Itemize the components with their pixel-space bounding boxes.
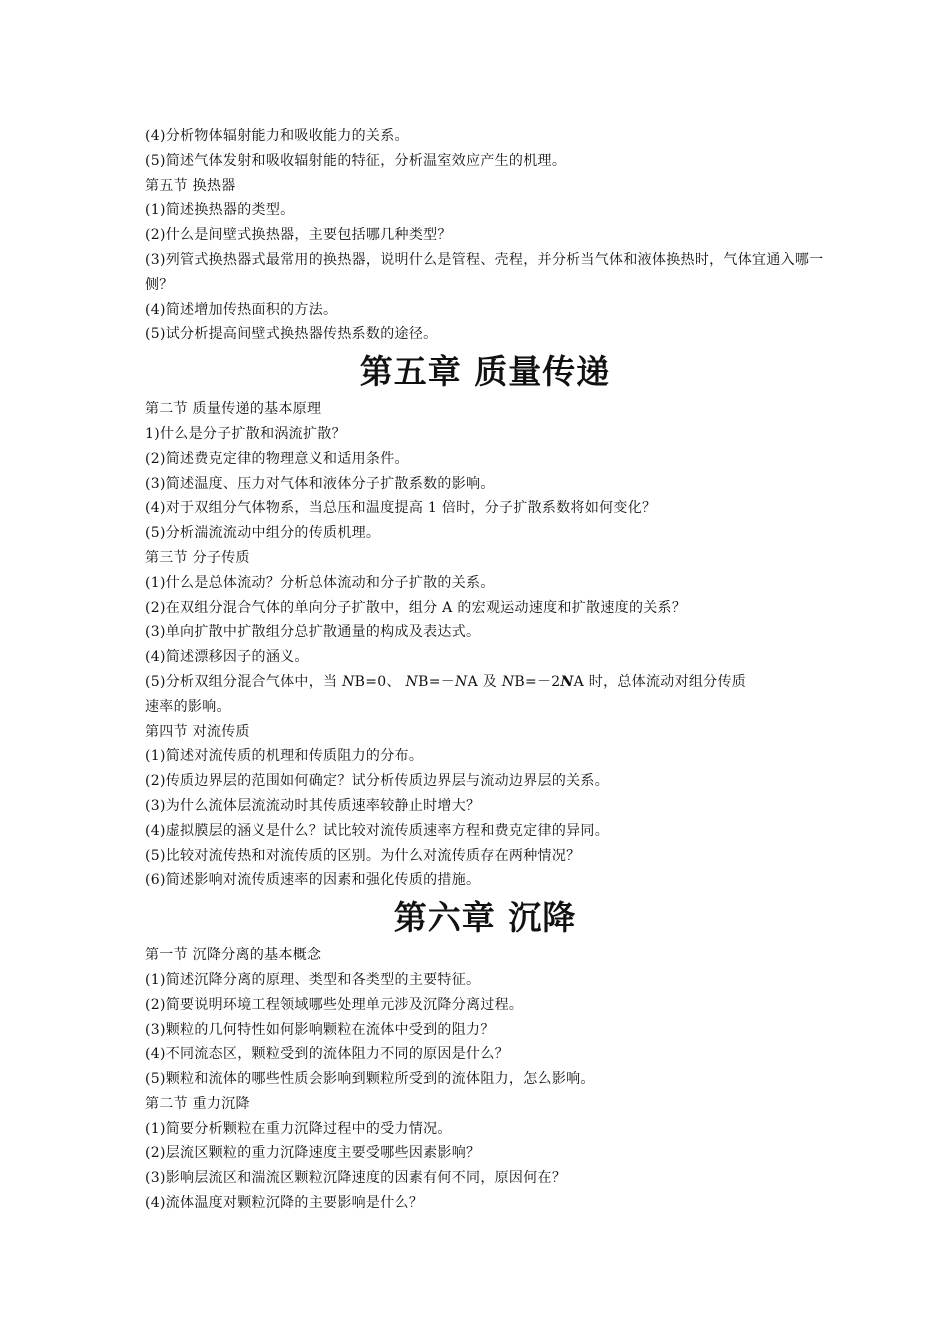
question-item: (2)简要说明环境工程领域哪些处理单元涉及沉降分离过程。 [145, 996, 524, 1013]
formula-text: B=－ [418, 673, 456, 690]
question-item: (5)试分析提高间壁式换热器传热系数的途径。 [145, 326, 438, 343]
flux-symbol: N [455, 673, 468, 690]
question-item: (1)简述对流传质的机理和传质阻力的分布。 [145, 748, 424, 765]
question-item: (5)分析湍流流动中组分的传质机理。 [145, 525, 381, 542]
flux-symbol: N [405, 673, 419, 690]
flux-symbol: N [342, 673, 355, 690]
section-heading: 第一节 沉降分离的基本概念 [145, 947, 322, 964]
chapter-title: 第五章 质量传递 [359, 352, 611, 392]
flux-symbol: N [560, 673, 574, 690]
question-item: (4)简述漂移因子的涵义。 [145, 649, 309, 666]
formula-text: (5)分析双组分混合气体中，当 [145, 673, 343, 690]
question-item: (2)层流区颗粒的重力沉降速度主要受哪些因素影响？ [145, 1145, 481, 1162]
document-page [145, 124, 825, 1216]
question-item: (6)简述影响对流传质速率的因素和强化传质的措施。 [145, 872, 481, 889]
formula-text: A 时，总体流动对组分传质 [573, 673, 747, 690]
question-item: (5)颗粒和流体的哪些性质会影响到颗粒所受到的流体阻力，怎么影响。 [145, 1071, 595, 1088]
question-item: (2)传质边界层的范围如何确定？试分析传质边界层与流动边界层的关系。 [145, 773, 610, 790]
question-item: (4)对于双组分气体物系，当总压和温度提高 1 倍时，分子扩散系数将如何变化？ [145, 500, 657, 517]
section-heading: 第二节 质量传递的基本原理 [145, 401, 322, 418]
question-item: (3)颗粒的几何特性如何影响颗粒在流体中受到的阻力？ [145, 1021, 495, 1038]
question-item: (2)什么是间壁式换热器，主要包括哪几种类型？ [145, 227, 452, 244]
question-item: 1)什么是分子扩散和涡流扩散？ [145, 425, 346, 442]
flux-symbol: N [501, 673, 515, 690]
question-item: (2)在双组分混合气体的单向分子扩散中，组分 A 的宏观运动速度和扩散速度的关系？ [145, 599, 687, 616]
question-item-continuation: 速率的影响。 [145, 698, 231, 715]
section-heading: 第二节 重力沉降 [145, 1095, 250, 1112]
question-item: (4)分析物体辐射能力和吸收能力的关系。 [145, 128, 409, 144]
question-item: (4)简述增加传热面积的方法。 [145, 301, 338, 318]
question-item-formula [145, 670, 825, 695]
question-item: (3)为什么流体层流流动时其传质速率较静止时增大？ [145, 797, 481, 814]
section-heading: 第四节 对流传质 [145, 723, 250, 740]
question-item: (1)简述换热器的类型。 [145, 202, 295, 219]
question-item: (5)简述气体发射和吸收辐射能的特征，分析温室效应产生的机理。 [145, 152, 567, 169]
question-item: (1)简要分析颗粒在重力沉降过程中的受力情况。 [145, 1120, 452, 1137]
formula-text: B=－2 [514, 673, 561, 690]
question-item: (3)简述温度、压力对气体和液体分子扩散系数的影响。 [145, 475, 495, 492]
chapter-title: 第六章 沉降 [393, 898, 577, 938]
section-heading: 第三节 分子传质 [145, 549, 250, 566]
question-item: (4)虚拟膜层的涵义是什么？试比较对流传质速率方程和费克定律的异同。 [145, 822, 610, 839]
section-heading: 第五节 换热器 [145, 177, 236, 194]
question-item: (4)流体温度对颗粒沉降的主要影响是什么？ [145, 1195, 424, 1212]
question-item: (3)列管式换热器式最常用的换热器，说明什么是管程、壳程，并分析当气体和液体换热时，气体宜通入哪一侧？ [145, 251, 824, 293]
question-item: (1)什么是总体流动？分析总体流动和分子扩散的关系。 [145, 574, 495, 591]
question-item: (4)不同流态区，颗粒受到的流体阻力不同的原因是什么？ [145, 1046, 509, 1063]
question-item: (1)简述沉降分离的原理、类型和各类型的主要特征。 [145, 971, 481, 988]
question-item: (3)影响层流区和湍流区颗粒沉降速度的因素有何不同，原因何在？ [145, 1170, 567, 1187]
question-item: (5)比较对流传热和对流传质的区别。为什么对流传质存在两种情况？ [145, 847, 581, 864]
formula-text: A 及 [467, 673, 502, 690]
formula-text: B=0、 [354, 673, 406, 690]
question-item: (2)简述费克定律的物理意义和适用条件。 [145, 450, 409, 467]
question-item: (3)单向扩散中扩散组分总扩散通量的构成及表达式。 [145, 624, 481, 641]
